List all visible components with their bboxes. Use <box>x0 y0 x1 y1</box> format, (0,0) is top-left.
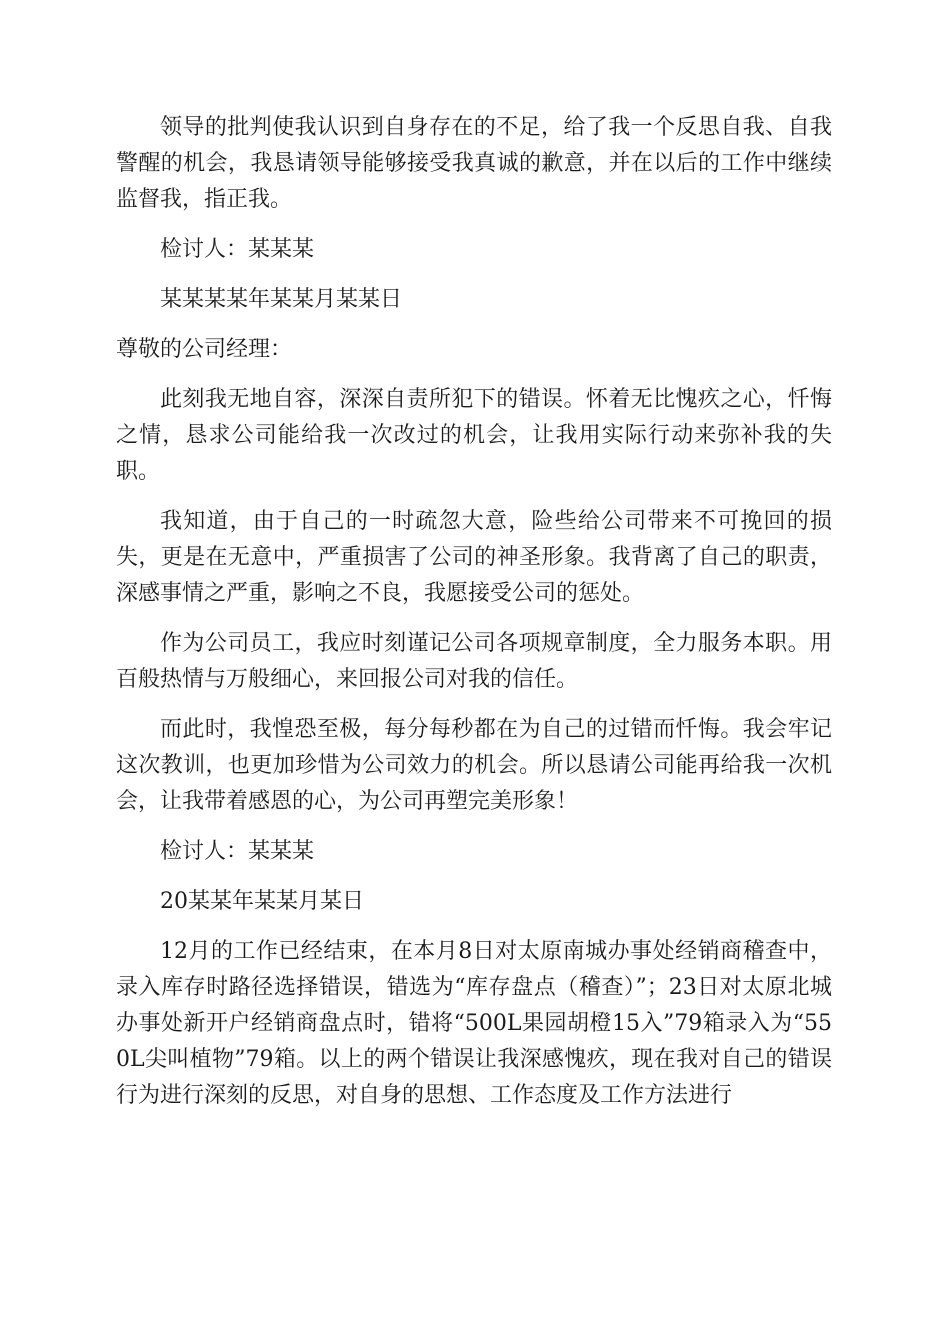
paragraph-remorse: 此刻我无地自容，深深自责所犯下的错误。怀着无比愧疚之心，忏悔之情，恳求公司能给我一次改过的机会，让我用实际行动来弥补我的失职。 <box>116 387 832 484</box>
signature-line-1: 检讨人：某某某 <box>160 237 315 262</box>
salutation: 尊敬的公司经理： <box>116 337 293 362</box>
paragraph-request: 而此时，我惶恐至极，每分每秒都在为自己的过错而忏悔。我会牢记这次教训，也更加珍惜为公司效力的机会。所以恳请公司能再给我一次机会，让我带着感恩的心，为公司再塑完美形象！ <box>116 717 832 814</box>
paragraph-apology-closing: 领导的批判使我认识到自身存在的不足，给了我一个反思自我、自我警醒的机会，我恳请领导能够接受我真诚的歉意，并在以后的工作中继续监督我，指正我。 <box>116 115 832 212</box>
document-body <box>116 110 832 1128</box>
date-line-2: 20某某年某某月某日 <box>160 889 364 914</box>
paragraph-duty: 作为公司员工，我应时刻谨记公司各项规章制度，全力服务本职。用百般热情与万般细心，来回报公司对我的信任。 <box>116 631 832 692</box>
paragraph-negligence: 我知道，由于自己的一时疏忽大意，险些给公司带来不可挽回的损失，更是在无意中，严重损害了公司的神圣形象。我背离了自己的职责，深感事情之严重，影响之不良，我愿接受公司的惩处。 <box>116 509 832 606</box>
signature-line-2: 检讨人：某某某 <box>160 839 315 864</box>
paragraph-work-errors: 12月的工作已经结束，在本月8日对太原南城办事处经销商稽查中，录入库存时路径选择错误，错选为“库存盘点（稽查）”；23日对太原北城办事处新开户经销商盘点时，错将“500L果园胡橙15入”79箱录入为“550L尖叫植物”79箱。以上的两个错误让我深感愧疚，现在我对自己的错误行为进行深刻的反思，对自身的思想、工作态度及工作方法进行 <box>116 939 832 1108</box>
date-line-1: 某某某某年某某月某某日 <box>160 287 403 312</box>
